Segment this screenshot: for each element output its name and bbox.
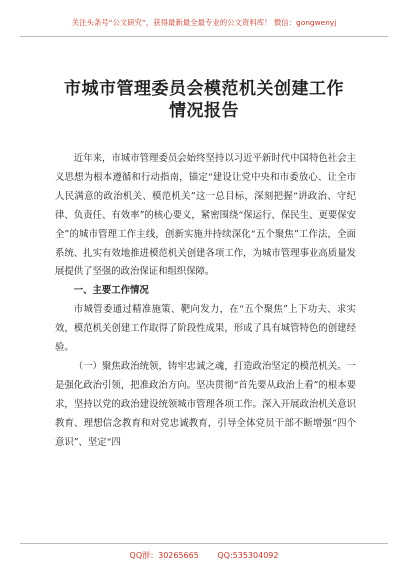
document-title bbox=[28, 78, 380, 122]
title-line-1: 市城市管理委员会模范机关创建工作 bbox=[64, 79, 344, 99]
header-banner: 关注头条号“公文研究”，获得最新最全最专业的公文资料库！ 微信：gongwenyj bbox=[20, 14, 388, 37]
footer-qq-contact: QQ:535304092 bbox=[217, 551, 279, 560]
footer-banner bbox=[20, 543, 388, 566]
title-line-2: 情况报告 bbox=[169, 101, 239, 121]
paragraph-intro: 近年来，市城市管理委员会始终坚持以习近平新时代中国特色社会主义思想为根本遵循和行动指南，锚定“建设让党中央和市委放心、让全市人民满意的政治机关、模范机关”这一总目标，深刻把握“讲政治、守纪律、负责任、有效率”的核心要义，紧密围绕“保运行、保民生、更要保安全”的城市管理工作主线，创新实施并持续深化“五个聚焦”工作法，全面系统、扎实有效地推进模范机关创建各项工作，为城市管理事业高质量发展提供了坚强的政治保证和组织保障。 bbox=[55, 153, 356, 278]
footer-qq-group: QQ群：30265665 bbox=[129, 551, 199, 560]
section-heading: 一、主要工作情况 bbox=[73, 285, 149, 297]
paragraph-section-intro: 市城管委通过精准施策、靶向发力，在“五个聚焦”上下功夫、求实效，模范机关创建工作取得了阶段性成果，形成了具有城管特色的创建经验。 bbox=[55, 304, 356, 354]
paragraph-subsection-1: （一）聚焦政治统领，铸牢忠诚之魂，打造政治坚定的模范机关。一是强化政治引领，把准政治方向。坚决贯彻“首先要从政治上看”的根本要求，坚持以党的政治建设统领城市管理各项工作。深入开展政治机关意识教育、理想信念教育和对党忠诚教育，引导全体党员干部不断增强“四个意识”、坚定“四 bbox=[55, 360, 356, 448]
document-body bbox=[55, 150, 356, 453]
